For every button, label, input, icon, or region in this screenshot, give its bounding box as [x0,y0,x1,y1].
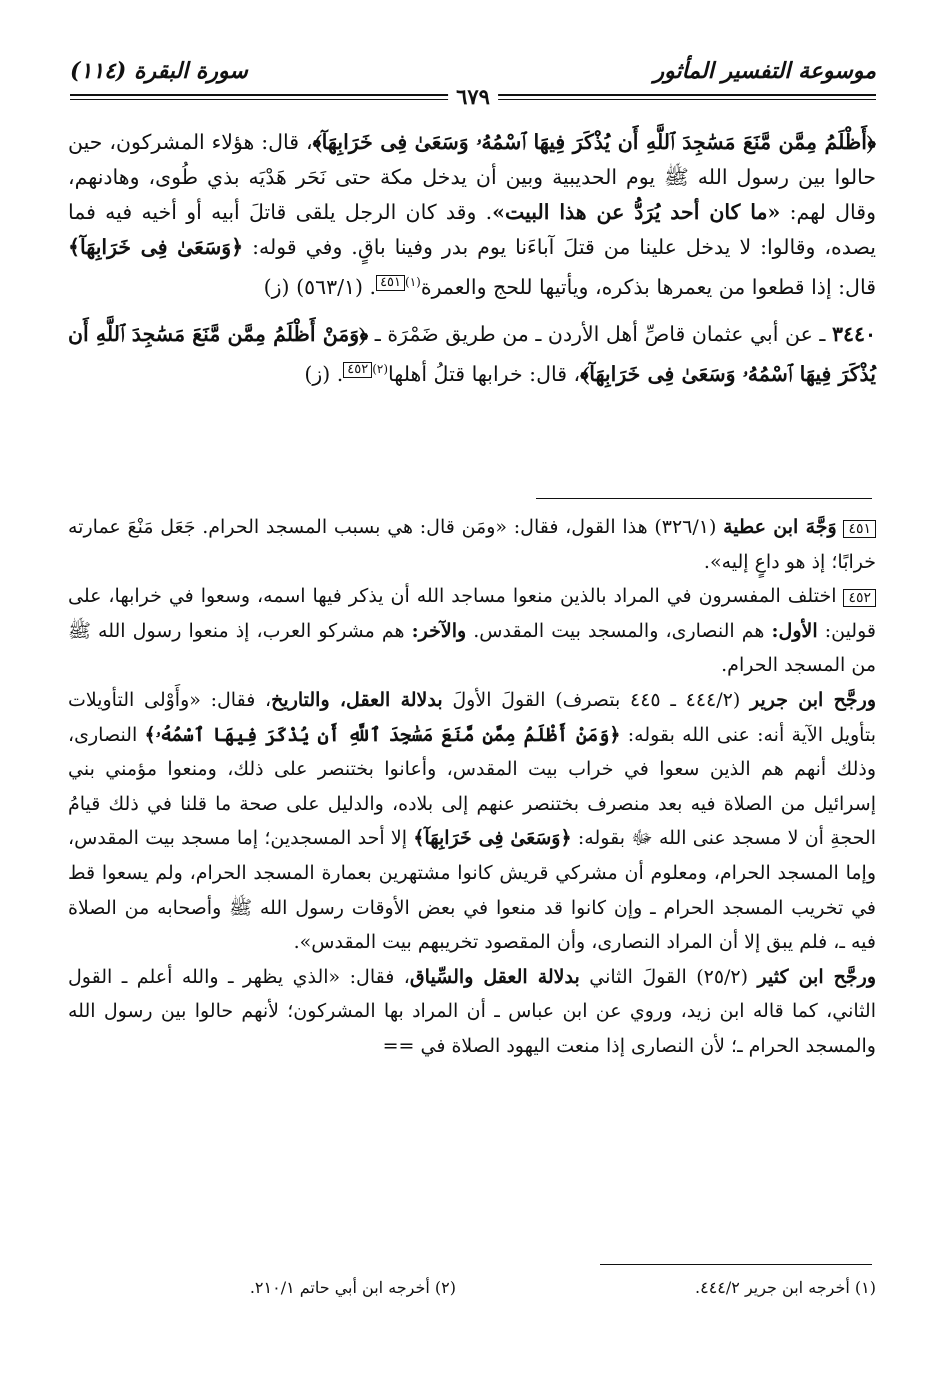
paragraph-1 [68,125,876,305]
quran-verse: ﴿أَظْلَمُ مِمَّن مَّنَعَ مَسَٰجِدَ ٱللَّهِ أَن يُذْكَرَ فِيهَا ٱسْمُهُۥ وَسَعَىٰ فِى خَرَابِهَآ﴾ [312,130,877,154]
footnote-marker: (١) [405,275,421,289]
text: (٤٤٤/٢ ـ ٤٤٥ بتصرف) القولَ الأولَ [442,688,751,711]
text: ورجَّح ابن جرير [750,688,876,711]
note-ibn-jarir [68,683,876,960]
notes-separator [536,498,872,499]
note-ibn-kathir [68,960,876,1064]
text: الأول: [771,619,818,642]
note-number-box: ٤٥١ [843,520,876,538]
narration-number: ٣٤٤٠ [831,321,876,346]
text: (٣٢٦/١) هذا القول، فقال: «ومَن قال: هي بسبب المسجد الحرام. جَعَل مَنْعَ عمارته خرابًا؛ إذ هو داعٍ إليه». [68,516,876,573]
book-title: موسوعة التفسير المأثور [653,58,876,84]
note-number-box: ٤٥٢ [843,589,876,607]
quran-verse: ﴿وَسَعَىٰ فِى خَرَابِهَآ﴾ [68,235,244,259]
text: هم مشركو العرب، إذ منعوا رسول الله ﷺ من المسجد الحرام. [68,619,876,677]
text: ، فقال: «الذي يظهر ـ والله أعلم ـ القول الثاني، كما قاله ابن زيد، وروي عن ابن عباس ـ أن المراد بها المشركون؛ لأنهم حالوا بين رسول الله والمسجد الحرام ـ؛ لأن النصارى إذا منعت اليهود الصلاة في == [68,965,876,1057]
note-452 [68,579,876,683]
source-ref: . (ز) [304,361,344,386]
footnote-separator [600,1264,872,1265]
main-text [68,125,876,392]
text: وَجَّهَ ابن عطية [723,516,837,538]
footnote-1: (١) أخرجه ابن جرير ٤٤٤/٢. [695,1278,876,1297]
footnote-marker: (٢) [372,361,389,376]
quran-verse: ﴿وَمَنْ أَظْلَمُ مِمَّن مَّنَعَ مَسَٰجِدَ ٱللَّهِ أَن يُذْكَرَ فِيهَا ٱسْمُهُۥ وَسَعَىٰ فِى خَرَابِهَآ﴾ [68,321,876,386]
text: ، قال: هؤلاء المشركون، حين حالوا بين رسول الله ﷺ يوم الحديبية وبين أن يدخل مكة حتى نَحَر هَدْيَه بذي طُوى، وهادنهم، وقال لهم: [68,130,876,224]
text: والآخر: [411,619,467,642]
text: هم النصارى، والمسجد بيت المقدس. [466,619,772,642]
text: النصارى، وذلك أنهم هم الذين سعوا في خراب بيت المقدس، وأعانوا بختنصر على ذلك، ومنعوا مؤمني بني إسرائيل من الصلاة فيه بعد منصرف بختنصر عنهم إلى بلاده، والدليل على صحة ما قلنا في ذلك قيامُ الحجةِ أن لا مسجد عنى الله ﷻ بقوله: [68,723,877,850]
note-reference: ٤٥١ [376,275,405,291]
paragraph-2 [68,317,876,392]
text: قال: إذا قطعوا من يعمرها بذكره، ويأتيها للحج والعمرة [420,274,876,299]
text: ، قال: خرابها قتلُ أهلها [388,361,581,386]
text: . وقد كان الرجل يلقى قاتلَ أبيه أو أخيه فيه فما يصده، وقالوا: لا يدخل علينا من قتلَ آباءَنا يوم بدر وفينا باقٍ. وفي قوله: [68,200,876,259]
text: ـ عن أبي عثمان قاصِّ أهل الأردن ـ من طريق ضَمْرَة ـ [368,321,832,346]
page-number: ٦٧٩ [448,84,498,109]
text: ورجَّح ابن كثير [757,965,877,988]
text: اختلف المفسرون في المراد بالذين منعوا مساجد الله أن يذكر فيها اسمه، وسعوا في خرابها، على قولين: [68,585,876,642]
text: بدلالة العقل، والتاريخ [271,688,443,711]
text: بدلالة العقل والسِّياق [409,965,580,988]
note-451 [68,510,876,579]
text: إلا أحد المسجدين؛ إما مسجد بيت المقدس، وإما المسجد الحرام، ومعلوم أن مشركي قريش كانوا مشتهرين بعمارة المسجد الحرام، ولم يسعوا قط في تخريب المسجد الحرام ـ وإن كانوا قد منعوا في بعض الأوقات رسول الله ﷺ وأصحابه من الصلاة فيه ـ، فلم يبق إلا أن المراد النصارى، وأن المقصود تخريبهم بيت المقدس». [68,827,876,954]
surah-label: سورة البقرة (١١٤) [70,58,248,84]
note-reference: ٤٥٢ [343,362,372,378]
text: ، فقال: «وأَوْلى التأويلات بتأويل الآية أنه: عنى الله بقوله: [68,688,876,746]
source-ref: . (٥٦٣/١) (ز) [263,274,377,299]
commentary-notes [68,510,876,1064]
text: (٢٥/٢) القولَ الثاني [579,965,758,988]
footnotes [68,1278,876,1308]
footnote-2: (٢) أخرجه ابن أبي حاتم ٢١٠/١. [249,1278,456,1297]
hadith-quote: «ما كان أحد يُرَدُّ عن هذا البيت» [492,200,781,224]
quran-verse: ﴿وَسَعَىٰ فِى خَرَابِهَآ﴾ [413,827,572,850]
page-header [70,58,876,109]
quran-verse: ﴿وَمَنْ أَظْلَمُ مِمَّن مَّنَعَ مَسَٰجِدَ ٱللَّهِ أَن يُذْكَرَ فِيهَا ٱسْمُهُۥ﴾ [144,723,621,746]
